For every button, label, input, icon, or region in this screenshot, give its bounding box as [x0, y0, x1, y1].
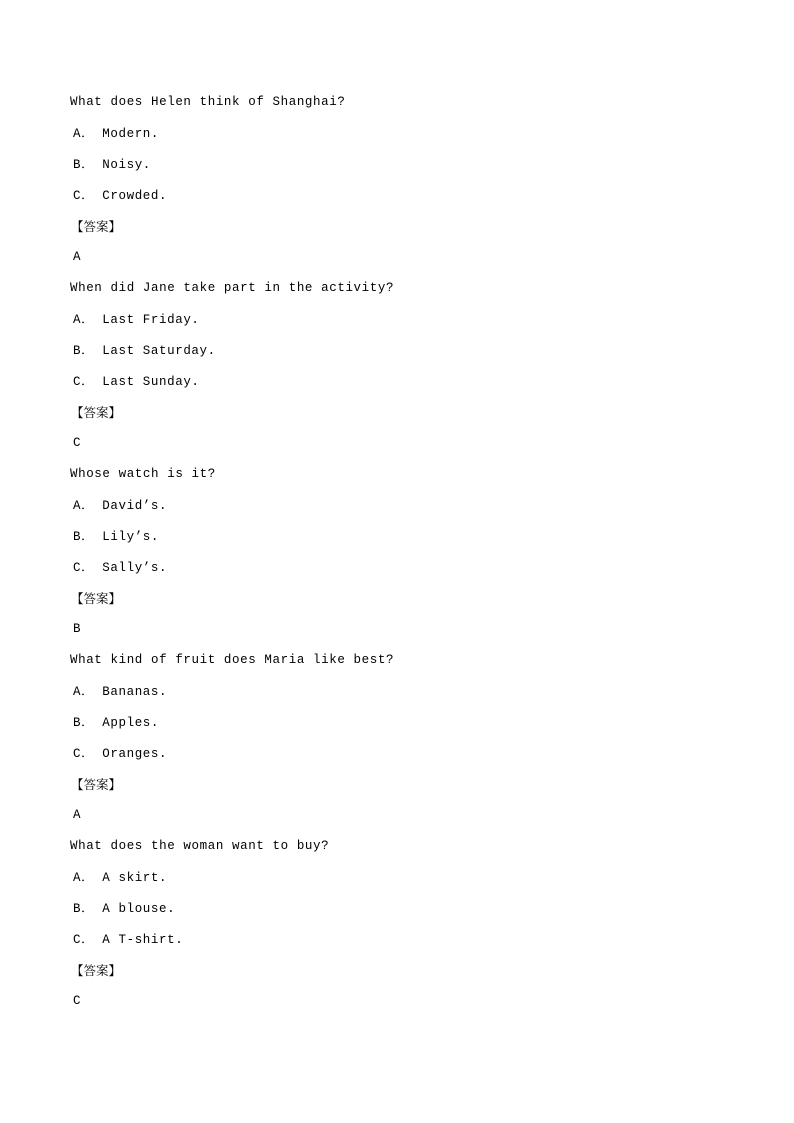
- option-c: C． Crowded.: [73, 188, 168, 203]
- answer-label: 【答案】: [71, 776, 122, 792]
- answer-value: B: [73, 622, 82, 636]
- answer-label: 【答案】: [71, 590, 122, 606]
- question-text: What kind of fruit does Maria like best?: [70, 653, 395, 667]
- answer-value: A: [73, 808, 82, 822]
- option-a: A． Bananas.: [73, 684, 168, 699]
- question-block: [70, 282, 722, 450]
- answer-value: C: [73, 994, 82, 1008]
- option-a: A． Modern.: [73, 126, 160, 141]
- option-c: C． Last Sunday.: [73, 374, 200, 389]
- option-a: A． A skirt.: [73, 870, 168, 885]
- answer-label: 【答案】: [71, 404, 122, 420]
- question-list: [70, 96, 722, 1008]
- option-a: A． Last Friday.: [73, 312, 200, 327]
- answer-value: A: [73, 250, 82, 264]
- option-b: B． Lily’s.: [73, 529, 160, 544]
- option-b: B． Apples.: [73, 715, 160, 730]
- question-block: [70, 654, 722, 822]
- question-block: [70, 96, 722, 264]
- option-b: B． Noisy.: [73, 157, 151, 172]
- question-text: When did Jane take part in the activity?: [70, 281, 395, 295]
- option-c: C． A T-shirt.: [73, 932, 184, 947]
- option-b: B． A blouse.: [73, 901, 176, 916]
- answer-label: 【答案】: [71, 218, 122, 234]
- question-text: What does the woman want to buy?: [70, 839, 330, 853]
- option-b: B． Last Saturday.: [73, 343, 216, 358]
- option-a: A． David’s.: [73, 498, 168, 513]
- question-text: What does Helen think of Shanghai?: [70, 95, 346, 109]
- answer-label: 【答案】: [71, 962, 122, 978]
- question-block: [70, 468, 722, 636]
- option-c: C． Sally’s.: [73, 560, 168, 575]
- option-c: C． Oranges.: [73, 746, 168, 761]
- question-block: [70, 840, 722, 1008]
- question-text: Whose watch is it?: [70, 467, 216, 481]
- answer-value: C: [73, 436, 82, 450]
